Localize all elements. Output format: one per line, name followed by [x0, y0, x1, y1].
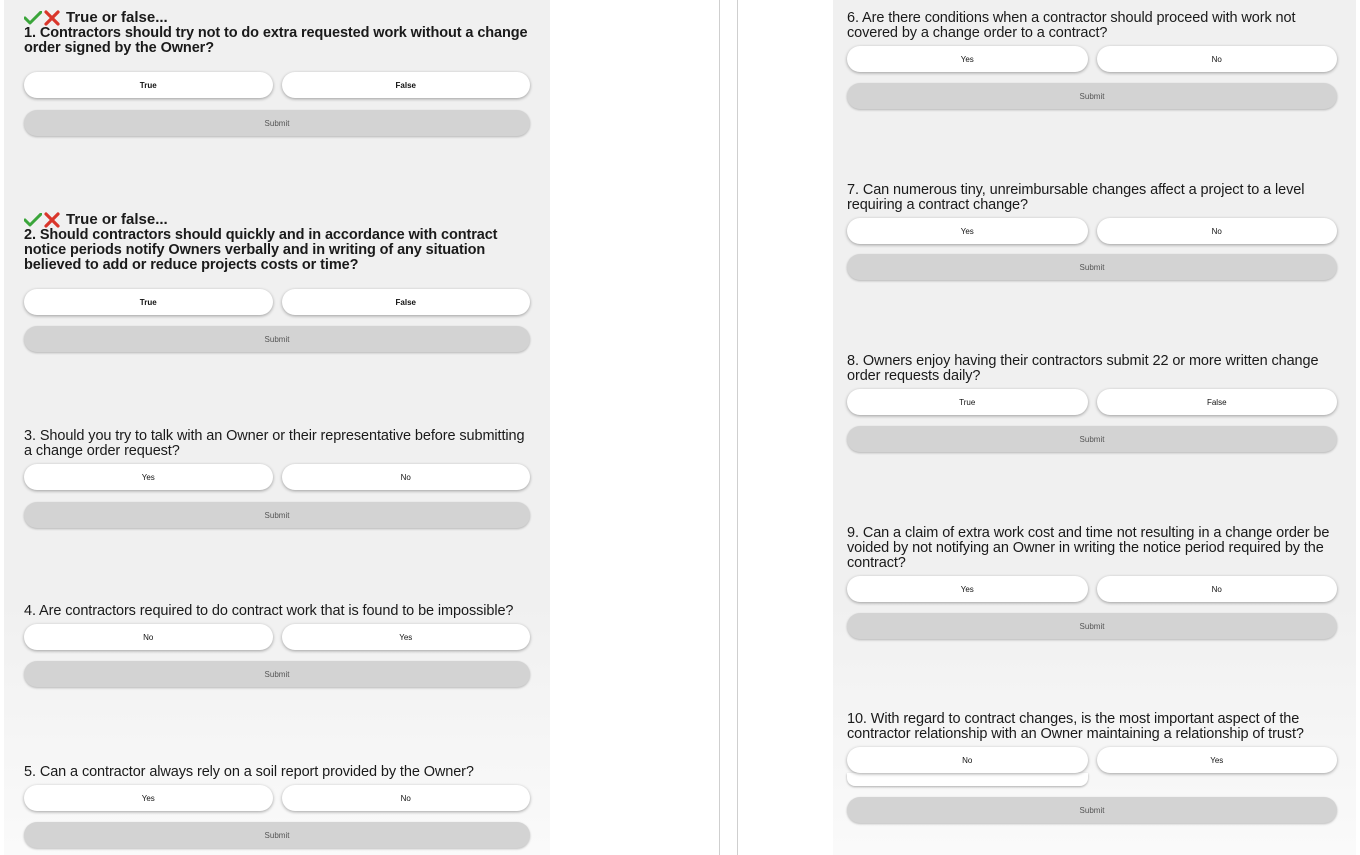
submit-button[interactable]: Submit	[24, 822, 530, 848]
option-no-button[interactable]: No	[282, 785, 531, 811]
question-header: True or false...	[66, 211, 168, 228]
question-5	[4, 765, 550, 848]
question-text: 6. Are there conditions when a contractor should proceed with work not covered by a change order to a contract?	[847, 10, 1296, 41]
option-no-button[interactable]: No	[1097, 218, 1338, 244]
question-7	[833, 183, 1356, 280]
submit-button[interactable]: Submit	[24, 110, 530, 136]
check-icon	[24, 11, 42, 25]
option-yes-button[interactable]: Yes	[847, 46, 1088, 72]
option-yes-button[interactable]: Yes	[24, 464, 273, 490]
question-text: 2. Should contractors should quickly and in accordance with contract notice periods notify Owners verbally and in writing of any situation believed to add or reduce projects costs or time?	[24, 227, 498, 273]
left-quiz-panel	[4, 0, 550, 855]
cross-icon	[44, 10, 60, 26]
option-no-button[interactable]: No	[1097, 576, 1338, 602]
option-false-button[interactable]: False	[282, 72, 531, 98]
panel-divider	[737, 0, 738, 855]
check-icon	[24, 213, 42, 227]
submit-button[interactable]: Submit	[847, 613, 1337, 639]
question-1	[4, 10, 550, 136]
question-header: True or false...	[66, 9, 168, 26]
panel-divider	[719, 0, 720, 855]
option-yes-button[interactable]: Yes	[1097, 747, 1338, 773]
option-yes-button[interactable]: Yes	[847, 576, 1088, 602]
option-false-button[interactable]: False	[282, 289, 531, 315]
question-4	[4, 604, 550, 687]
cross-icon	[44, 212, 60, 228]
question-text: 3. Should you try to talk with an Owner or their representative before submitting a change order request?	[24, 428, 525, 459]
question-3	[4, 429, 550, 528]
question-2	[4, 212, 550, 352]
question-8	[833, 354, 1356, 452]
option-no-button[interactable]: No	[1097, 46, 1338, 72]
question-text: 10. With regard to contract changes, is the most important aspect of the contractor relationship with an Owner maintaining a relationship of trust?	[847, 711, 1304, 742]
question-text: 4. Are contractors required to do contract work that is found to be impossible?	[24, 603, 514, 619]
option-yes-button[interactable]: Yes	[847, 218, 1088, 244]
option-true-button[interactable]: True	[24, 289, 273, 315]
question-text: 8. Owners enjoy having their contractors submit 22 or more written change order requests daily?	[847, 353, 1319, 384]
option-false-button[interactable]: False	[1097, 389, 1338, 415]
option-yes-button[interactable]: Yes	[282, 624, 531, 650]
submit-button[interactable]: Submit	[847, 797, 1337, 823]
question-10	[833, 712, 1356, 823]
option-no-button[interactable]: No	[282, 464, 531, 490]
question-text: 9. Can a claim of extra work cost and time not resulting in a change order be voided by not notifying an Owner in writing the notice period required by the contract?	[847, 525, 1330, 571]
submit-button[interactable]: Submit	[24, 326, 530, 352]
question-text: 5. Can a contractor always rely on a soil report provided by the Owner?	[24, 764, 474, 780]
submit-button[interactable]: Submit	[24, 661, 530, 687]
option-no-button[interactable]: No	[24, 624, 273, 650]
option-true-button[interactable]: True	[847, 389, 1088, 415]
submit-button[interactable]: Submit	[24, 502, 530, 528]
option-true-button[interactable]: True	[24, 72, 273, 98]
submit-button[interactable]: Submit	[847, 254, 1337, 280]
question-6	[833, 11, 1356, 109]
submit-button[interactable]: Submit	[847, 426, 1337, 452]
question-text: 1. Contractors should try not to do extra requested work without a change order signed by the Owner?	[24, 25, 528, 56]
option-yes-button[interactable]: Yes	[24, 785, 273, 811]
right-quiz-panel	[833, 0, 1356, 855]
submit-button[interactable]: Submit	[847, 83, 1337, 109]
question-text: 7. Can numerous tiny, unreimbursable changes affect a project to a level requiring a contract change?	[847, 182, 1305, 213]
option-no-button[interactable]: No	[847, 747, 1088, 773]
blank-option-box	[847, 773, 1088, 786]
question-9	[833, 526, 1356, 639]
